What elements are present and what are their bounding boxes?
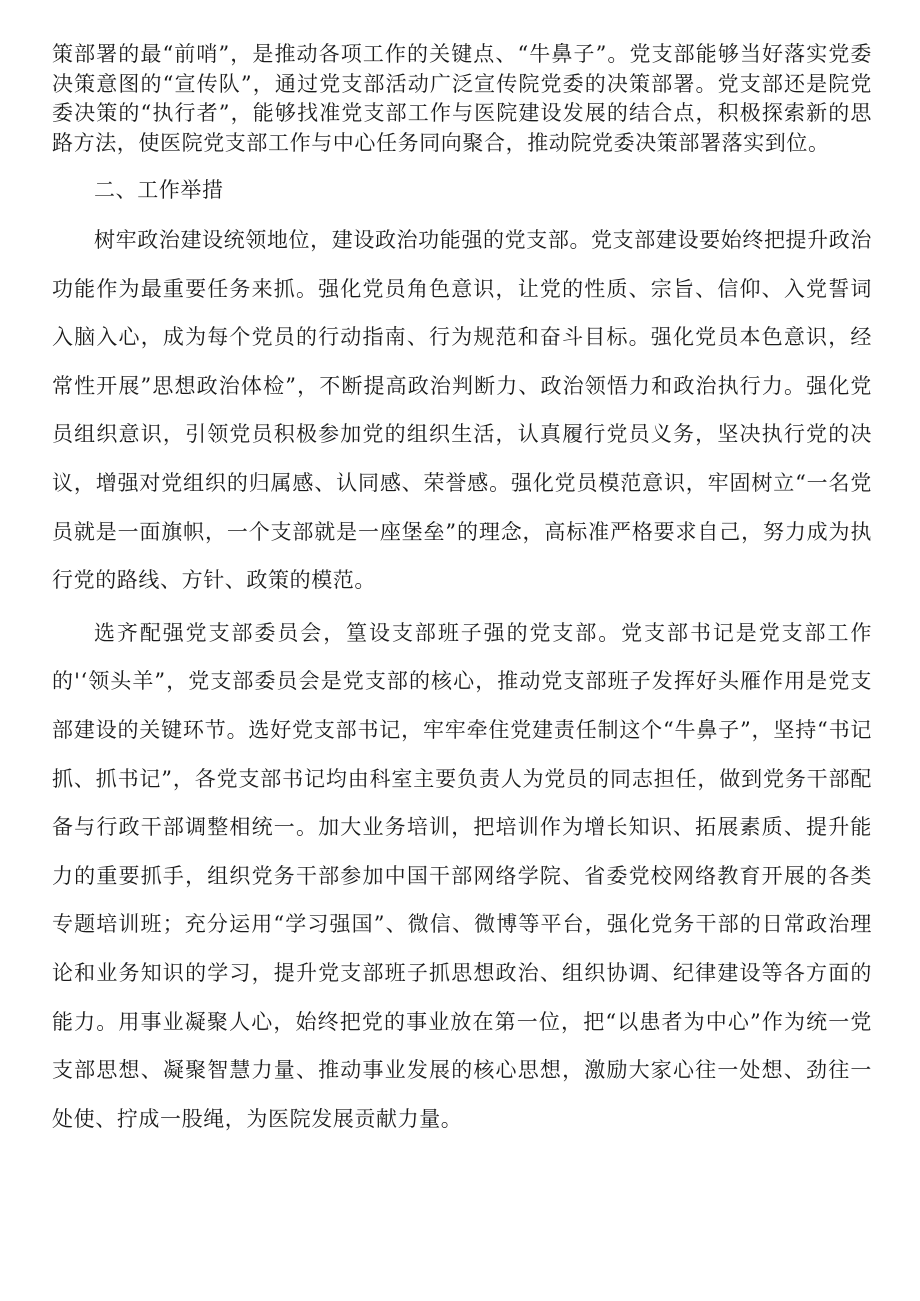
intro-paragraph: 策部署的最“前哨”，是推动各项工作的关键点、“牛鼻子”。党支部能够当好落实党委决策意图的“宣传队”，通过党支部活动广泛宣传院党委的决策部署。党支部还是院党委决策的“执行者”，能够找准党支部工作与医院建设发展的结合点，积极探索新的思路方法，使医院党支部工作与中心任务同向聚合，推动院党委决策部署落实到位。 — [52, 42, 872, 155]
paragraph-committee-building: 选齐配强党支部委员会，篁设支部班子强的党支部。党支部书记是党支部工作的'‘领头羊”，党支部委员会是党支部的核心，推动党支部班子发挥好头雁作用是党支部建设的关键环节。选好党支部书记，牢牢牵住党建责任制这个“牛鼻子”，坚持“书记抓、抓书记”，各党支部书记均由科室主要负责人为党员的同志担任，做到党务干部配备与行政干部调整相统一。加大业务培训，把培训作为增长知识、拓展素质、提升能力的重要抓手，组织党务干部参加中国干部网络学院、省委党校网络教育开展的各类专题培训班；充分运用“学习强国”、微信、微博等平台，强化党务干部的日常政治理论和业务知识的学习，提升党支部班子抓思想政治、组织协调、纪律建设等各方面的能力。用事业凝聚人心，始终把党的事业放在第一位，把“以患者为中心”作为统一党支部思想、凝聚智慧力量、推动事业发展的核心思想，激励大家心往一处想、劲往一处使、拧成一股绳，为医院发展贡献力量。 — [52, 620, 872, 1131]
section-heading: 二、工作举措 — [94, 178, 224, 202]
paragraph-political-building: 树牢政治建设统领地位，建设政治功能强的党支部。党支部建设要始终把提升政治功能作为最重要任务来抓。强化党员角色意识，让党的性质、宗旨、信仰、入党誓词入脑入心，成为每个党员的行动指南、行为规范和奋斗目标。强化党员本色意识，经常性开展”思想政治体检”，不断提高政治判断力、政治领悟力和政治执行力。强化党员组织意识，引领党员积极参加党的组织生活，认真履行党员义务，坚决执行党的决议，增强对党组织的归属感、认同感、荣誉感。强化党员模范意识，牢固树立“一名党员就是一面旗帜，一个支部就是一座堡垒”的理念，高标准严格要求自己，努力成为执行党的路线、方针、政策的模范。 — [52, 228, 872, 593]
document-page — [52, 40, 872, 1143]
